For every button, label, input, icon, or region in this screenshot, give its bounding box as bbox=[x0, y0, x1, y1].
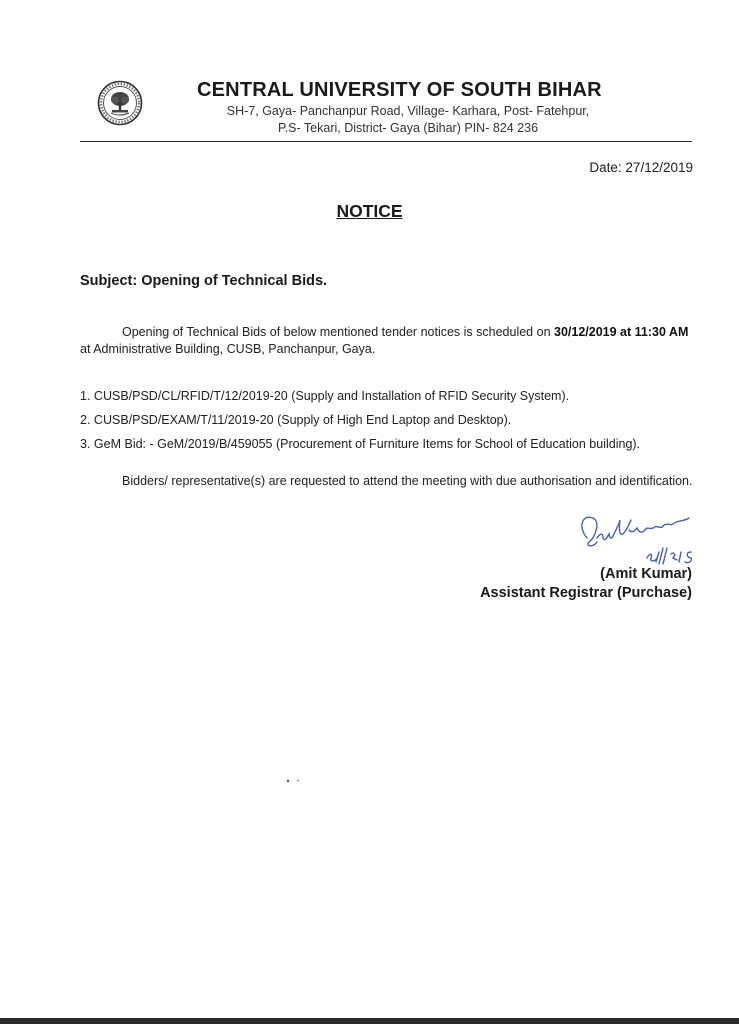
item-number: 2. bbox=[80, 413, 91, 427]
tender-list bbox=[80, 388, 720, 460]
notice-date: Date: 27/12/2019 bbox=[589, 160, 693, 175]
intro-rest: at Administrative Building, CUSB, Panchanpur, Gaya. bbox=[80, 342, 376, 356]
intro-paragraph bbox=[80, 324, 694, 358]
signer-designation: Assistant Registrar (Purchase) bbox=[480, 585, 692, 601]
item-text: CUSB/PSD/EXAM/T/11/2019-20 (Supply of High End Laptop and Desktop). bbox=[93, 413, 512, 427]
handwritten-signature bbox=[573, 508, 713, 568]
header-divider bbox=[80, 141, 692, 142]
closing-paragraph: Bidders/ representative(s) are requested to attend the meeting with due authorisation and identification. bbox=[122, 474, 693, 488]
item-text: GeM Bid: - GeM/2019/B/459055 (Procurement of Furniture Items for School of Education building). bbox=[93, 437, 641, 451]
notice-subject: Subject: Opening of Technical Bids. bbox=[80, 273, 328, 289]
address-line-2: P.S- Tekari, District- Gaya (Bihar) PIN- 824 236 bbox=[277, 121, 539, 135]
list-item bbox=[80, 412, 720, 436]
list-item bbox=[80, 436, 720, 460]
scan-bottom-edge bbox=[0, 1018, 739, 1024]
item-number: 1. bbox=[80, 389, 91, 403]
notice-title: NOTICE bbox=[336, 201, 403, 221]
list-item bbox=[80, 388, 720, 412]
university-seal-icon bbox=[97, 80, 143, 126]
intro-date: 30/12/2019 bbox=[554, 325, 617, 339]
scan-speck bbox=[285, 778, 303, 784]
signer-name: (Amit Kumar) bbox=[600, 566, 692, 582]
university-name: CENTRAL UNIVERSITY OF SOUTH BIHAR bbox=[197, 79, 602, 101]
intro-time: at 11:30 AM bbox=[620, 325, 689, 339]
address-line-1: SH-7, Gaya- Panchanpur Road, Village- Karhara, Post- Fatehpur, bbox=[226, 104, 590, 118]
item-number: 3. bbox=[80, 437, 91, 451]
intro-text: Opening of Technical Bids of below mentioned tender notices is scheduled on bbox=[122, 325, 554, 339]
item-text: CUSB/PSD/CL/RFID/T/12/2019-20 (Supply and Installation of RFID Security System). bbox=[93, 389, 570, 403]
